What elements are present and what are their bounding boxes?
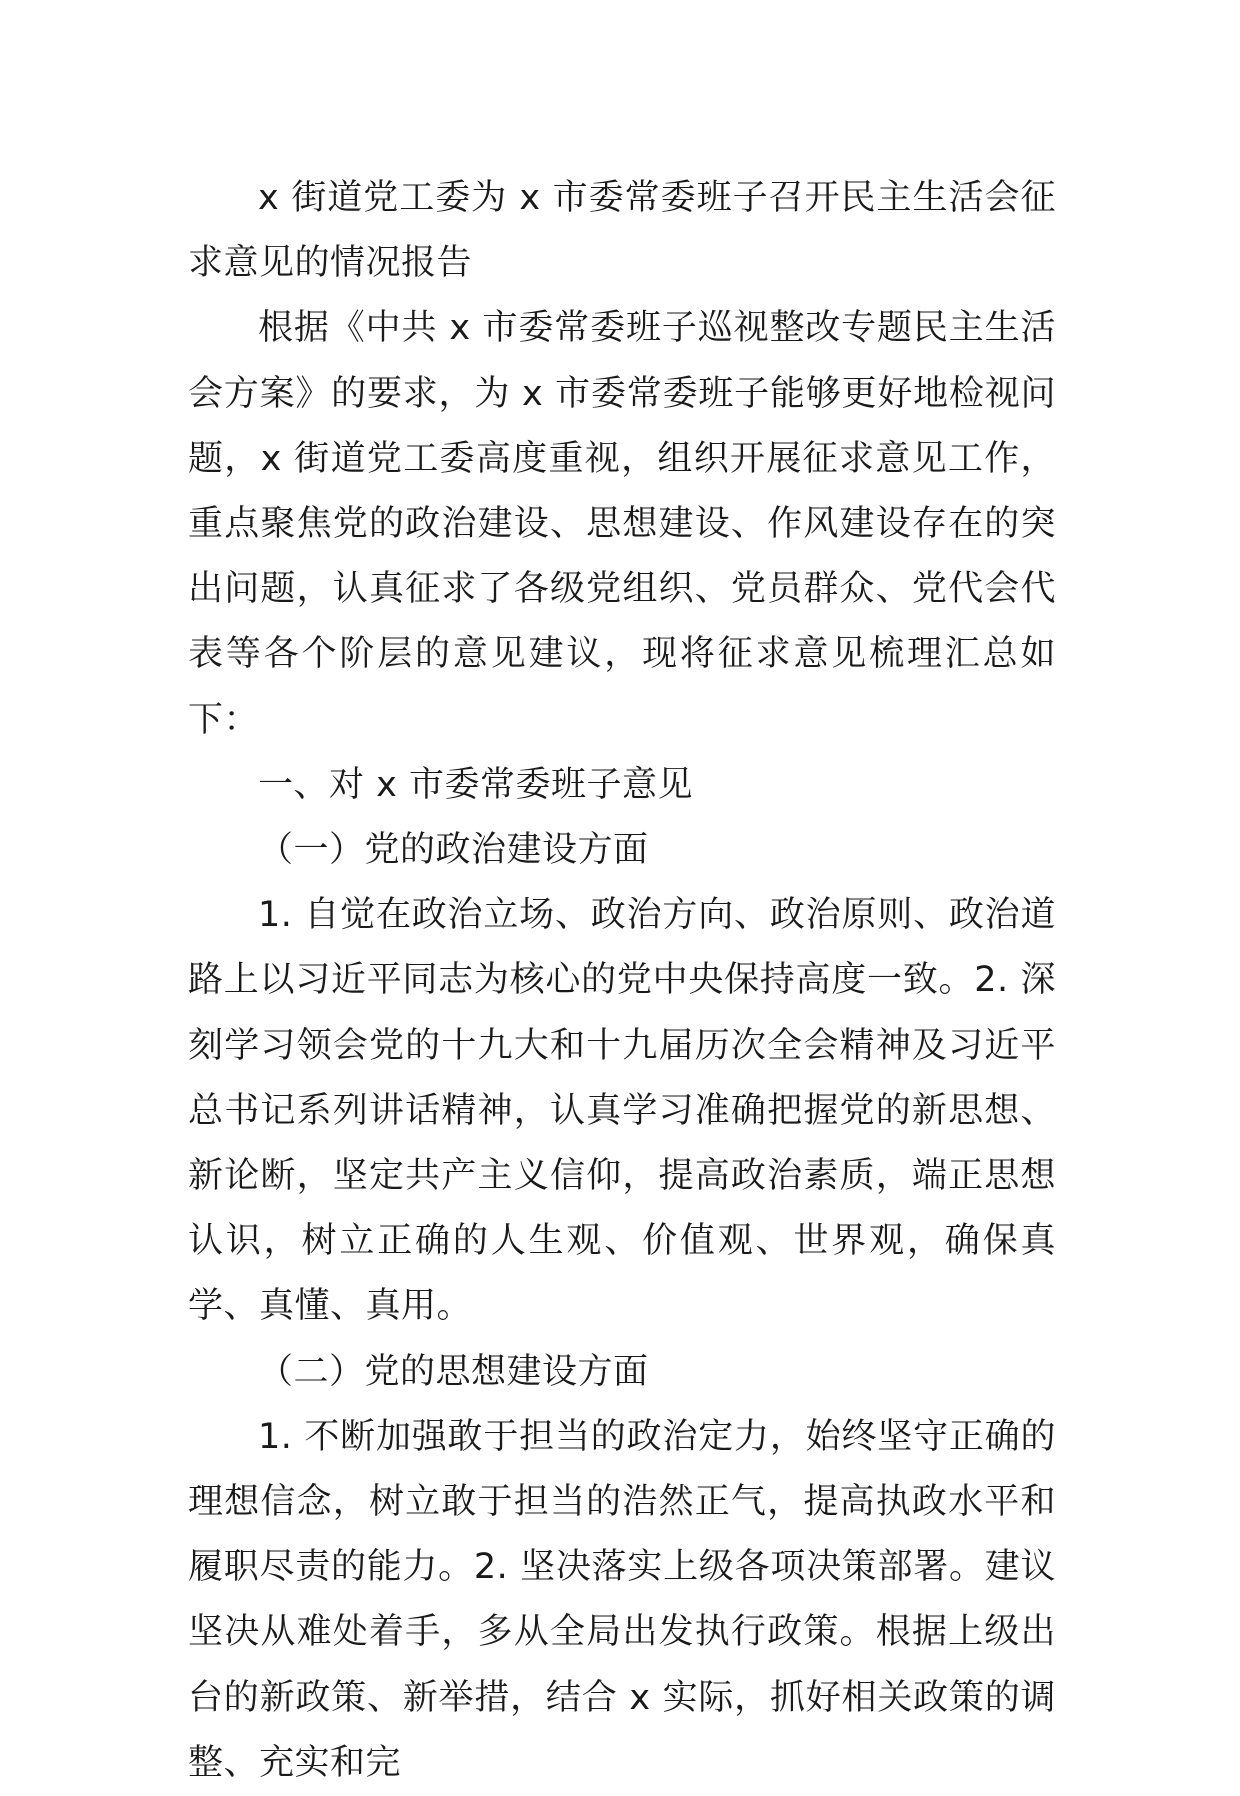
document-title: x 街道党工委为 x 市委常委班子召开民主生活会征求意见的情况报告 — [188, 178, 1056, 284]
subsection-two-heading: （二）党的思想建设方面 — [258, 1351, 649, 1392]
intro-paragraph: 根据《中共 x 市委常委班子巡视整改专题民主生活会方案》的要求，为 x 市委常委班子能够更好地检视问题，x 街道党工委高度重视，组织开展征求意见工作，重点聚焦党的政治建设、思想建设、作风建设存在的突出问题，认真征求了各级党组织、党员群众、党代会代表等各个阶层的意见建议，现将征求意见梳理汇总如下： — [188, 308, 1056, 740]
section-one-heading: 一、对 x 市委常委班子意见 — [258, 764, 693, 805]
subsection-two-body: 1. 不断加强敢于担当的政治定力，始终坚守正确的理想信念，树立敢于担当的浩然正气，提高执政水平和履职尽责的能力。2. 坚决落实上级各项决策部署。建议坚决从难处着手，多从全局出发执行政策。根据上级出台的新政策、新举措，结合 x 实际，抓好相关政策的调整、充实和完 — [188, 1416, 1056, 1783]
subsection-one-heading: （一）党的政治建设方面 — [258, 830, 649, 871]
document-body — [188, 166, 1056, 1796]
subsection-one-body: 1. 自觉在政治立场、政治方向、政治原则、政治道路上以习近平同志为核心的党中央保持高度一致。2. 深刻学习领会党的十九大和十九届历次全会精神及习近平总书记系列讲话精神，认真学习准确把握党的新思想、新论断，坚定共产主义信仰，提高政治素质，端正思想认识，树立正确的人生观、价值观、世界观，确保真学、真懂、真用。 — [188, 895, 1056, 1327]
